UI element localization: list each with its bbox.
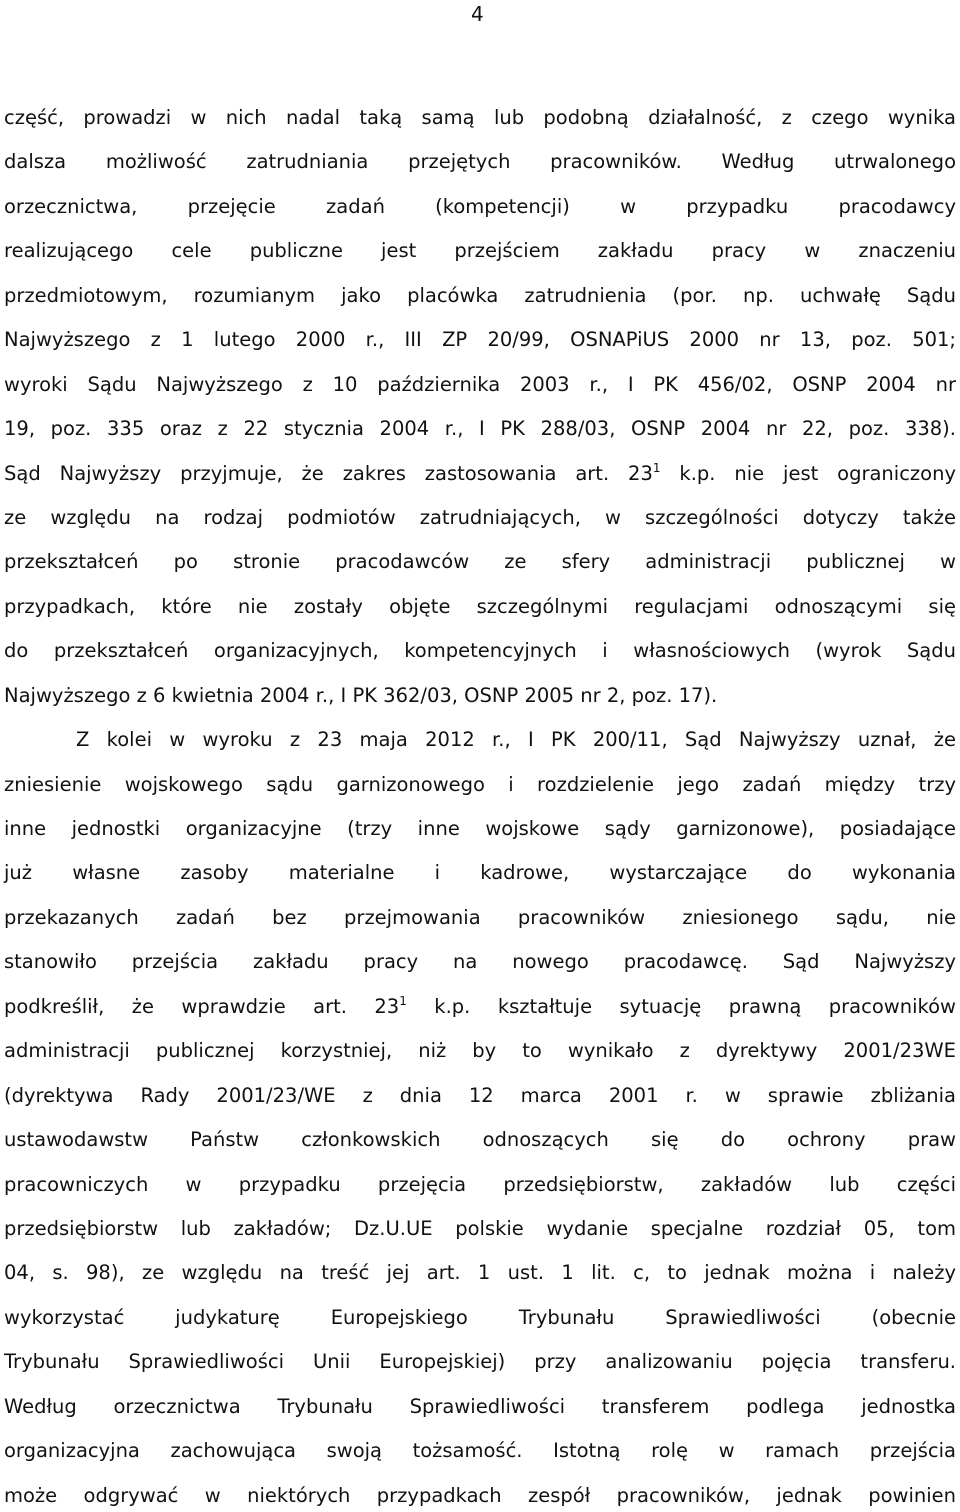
text-line: 19, poz. 335 oraz z 22 stycznia 2004 r., I PK 288/03, OSNP 2004 nr 22, poz. 338). bbox=[4, 417, 956, 441]
text-line bbox=[4, 452, 956, 496]
text-line: Najwyższego z 1 lutego 2000 r., III ZP 20/99, OSNAPiUS 2000 nr 13, poz. 501; bbox=[4, 328, 956, 352]
text-line: administracji publicznej korzystniej, niż by to wynikało z dyrektywy 2001/23WE bbox=[4, 1039, 956, 1063]
text-run: k.p. nie jest ograniczony bbox=[660, 461, 956, 485]
text-line: realizującego cele publiczne jest przejściem zakładu pracy w znaczeniu bbox=[4, 239, 956, 263]
text-line: wykorzystać judykaturę Europejskiego Trybunału Sprawiedliwości (obecnie bbox=[4, 1305, 956, 1329]
text-line: stanowiło przejścia zakładu pracy na nowego pracodawcę. Sąd Najwyższy bbox=[4, 950, 956, 974]
text-line: Z kolei w wyroku z 23 maja 2012 r., I PK 200/11, Sąd Najwyższy uznał, że bbox=[76, 728, 956, 752]
text-line: przedsiębiorstw lub zakładów; Dz.U.UE polskie wydanie specjalne rozdział 05, tom bbox=[4, 1216, 956, 1240]
text-line: Według orzecznictwa Trybunału Sprawiedliwości transferem podlega jednostka bbox=[4, 1394, 956, 1418]
text-run: k.p. kształtuje sytuację prawną pracowników bbox=[406, 994, 956, 1018]
paragraph-2 bbox=[4, 718, 956, 1512]
text-line: (dyrektywa Rady 2001/23/WE z dnia 12 marca 2001 r. w sprawie zbliżania bbox=[4, 1083, 956, 1107]
text-line: organizacyjna zachowująca swoją tożsamość. Istotną rolę w ramach przejścia bbox=[4, 1439, 956, 1463]
text-line bbox=[4, 985, 956, 1029]
text-line: zniesienie wojskowego sądu garnizonowego i rozdzielenie jego zadań między trzy bbox=[4, 772, 956, 796]
paragraph-1 bbox=[4, 96, 956, 718]
text-line: dalsza możliwość zatrudniania przejętych pracowników. Według utrwalonego bbox=[4, 150, 956, 174]
text-line: część, prowadzi w nich nadal taką samą lub podobną działalność, z czego wynika bbox=[4, 106, 956, 129]
page-number: 4 bbox=[471, 2, 484, 26]
text-run: podkreślił, że wprawdzie art. 23 bbox=[4, 994, 400, 1018]
superscript: 1 bbox=[652, 460, 661, 475]
text-line: ze względu na rodzaj podmiotów zatrudniających, w szczególności dotyczy także bbox=[4, 505, 956, 529]
text-line: Najwyższego z 6 kwietnia 2004 r., I PK 362/03, OSNP 2005 nr 2, poz. 17). bbox=[4, 683, 718, 707]
document-body bbox=[4, 96, 956, 1512]
text-line: przekształceń po stronie pracodawców ze sfery administracji publicznej w bbox=[4, 550, 956, 574]
text-line: inne jednostki organizacyjne (trzy inne wojskowe sądy garnizonowe), posiadające bbox=[4, 817, 956, 840]
superscript: 1 bbox=[399, 993, 407, 1008]
text-line: 04, s. 98), ze względu na treść jej art. 1 ust. 1 lit. c, to jednak można i należy bbox=[4, 1261, 956, 1285]
text-line: przekazanych zadań bez przejmowania pracowników zniesionego sądu, nie bbox=[4, 905, 956, 929]
text-line: Trybunału Sprawiedliwości Unii Europejskiej) przy analizowaniu pojęcia transferu. bbox=[4, 1350, 956, 1374]
text-line: pracowniczych w przypadku przejęcia przedsiębiorstw, zakładów lub części bbox=[4, 1172, 956, 1196]
text-line: ustawodawstw Państw członkowskich odnoszących się do ochrony praw bbox=[4, 1128, 956, 1152]
text-line: może odgrywać w niektórych przypadkach zespół pracowników, jednak powinien bbox=[4, 1483, 956, 1507]
text-line: już własne zasoby materialne i kadrowe, wystarczające do wykonania bbox=[4, 861, 956, 885]
text-line: do przekształceń organizacyjnych, kompetencyjnych i własnościowych (wyrok Sądu bbox=[4, 639, 956, 663]
text-run: Sąd Najwyższy przyjmuje, że zakres zastosowania art. 23 bbox=[4, 461, 653, 485]
text-line: przedmiotowym, rozumianym jako placówka zatrudnienia (por. np. uchwałę Sądu bbox=[4, 283, 956, 307]
text-line: wyroki Sądu Najwyższego z 10 października 2003 r., I PK 456/02, OSNP 2004 nr bbox=[4, 372, 956, 396]
text-line: orzecznictwa, przejęcie zadań (kompetencji) w przypadku pracodawcy bbox=[4, 194, 956, 218]
text-line: przypadkach, które nie zostały objęte szczególnymi regulacjami odnoszącymi się bbox=[4, 594, 956, 618]
